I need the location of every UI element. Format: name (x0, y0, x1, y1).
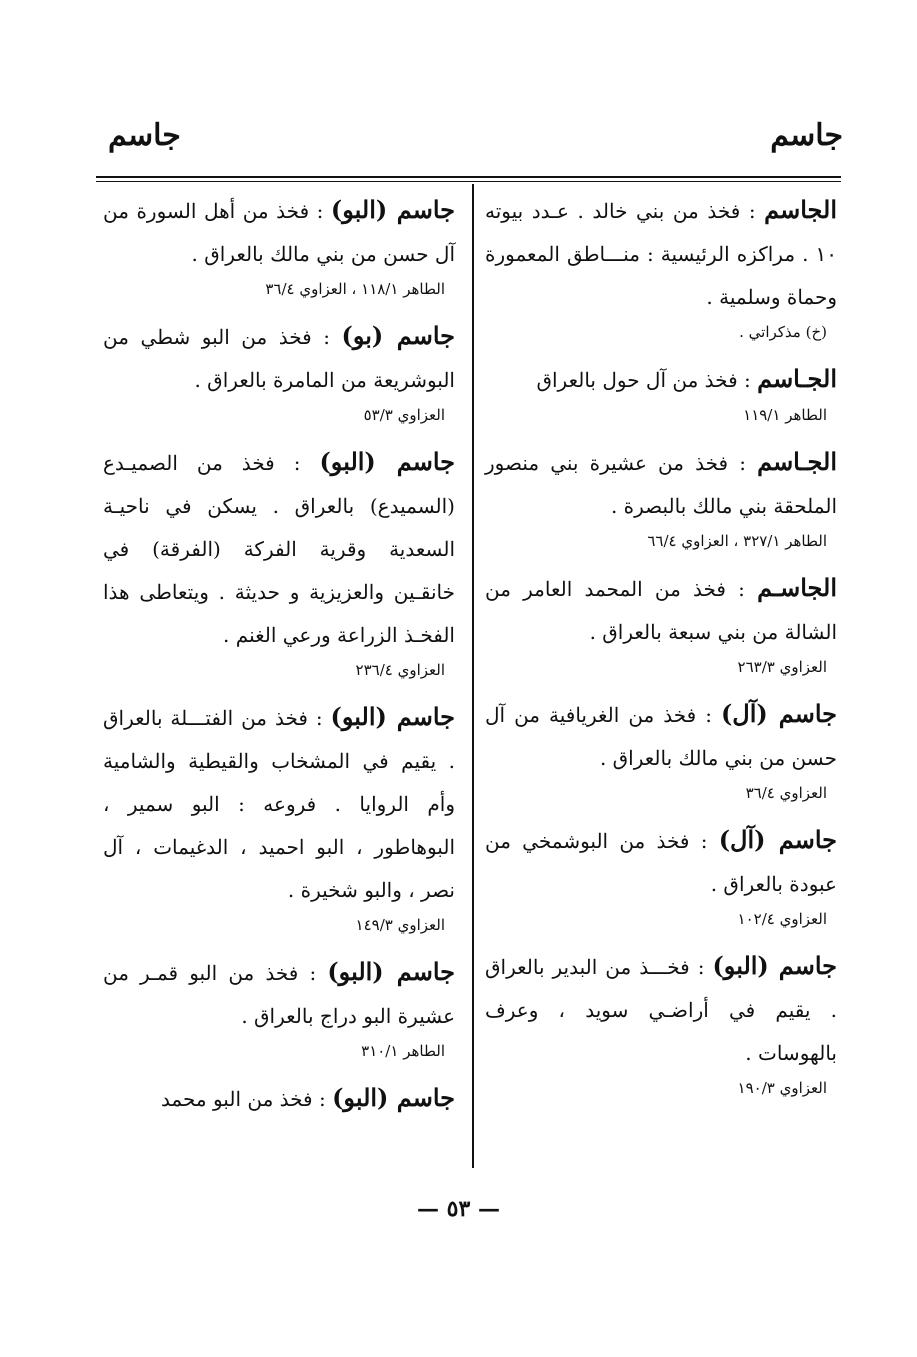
entry (485, 944, 837, 1101)
entry (103, 188, 455, 302)
entry-body (485, 188, 837, 319)
entry-headword: جاسم (البو) (712, 951, 837, 980)
entry-text: : فخذ من البوشمخي من عبودة بالعراق . (485, 829, 837, 896)
entry (485, 357, 837, 428)
entry-reference: العزاوي ١٤٩/٣ (355, 916, 445, 934)
entry-body (485, 944, 837, 1075)
running-head-right: جاسم (770, 118, 843, 153)
entry-text: : فخذ من الصميـدع (السميدع) بالعراق . يسكن في ناحيـة السعدية وقرية الفركة (الفرقة) في خانقـين والعزيزية و حديثة . ويتعاطى هذا الفخـذ الزراعة ورعي الغنم . (103, 451, 455, 647)
entry-reference: العزاوي ٢٣٦/٤ (355, 661, 445, 679)
entry-reference: الطاهر ٣١٠/١ (361, 1042, 445, 1060)
entry-text: : فخذ من البو قمـر من عشيرة البو دراج بالعراق . (103, 961, 455, 1028)
entry-reference: العزاوي ١٩٠/٣ (737, 1079, 827, 1097)
entry-body (485, 357, 837, 402)
entry-reference: العزاوي ٥٣/٣ (363, 406, 445, 424)
entry-headword: جاسم (البو) (332, 1083, 455, 1112)
entry-text: : فخذ من الغريافية من آل حسن من بني مالك بالعراق . (485, 703, 837, 770)
entry-body (103, 314, 455, 402)
entry-text: : فخذ من آل حول بالعراق (536, 368, 758, 392)
entry (103, 314, 455, 428)
entry-reference: (خ) مذكراتي . (739, 323, 827, 341)
entry-headword: جاسم (بو) (341, 321, 456, 350)
entry-headword: الجـاسم (757, 447, 837, 476)
column-divider (472, 184, 474, 1168)
entry (103, 440, 455, 683)
entry-headword: جاسم (البو) (330, 702, 456, 731)
entry-reference: الطاهر ١١٨/١ ، العزاوي ٣٦/٤ (265, 280, 445, 298)
entry-headword: الجـاسم (757, 364, 837, 393)
entry-text: : فخذ من المحمد العامر من الشالة من بني سبعة بالعراق . (485, 577, 837, 644)
entry-reference: العزاوي ٢٦٣/٣ (737, 658, 827, 676)
entry (485, 440, 837, 554)
entry-reference: العزاوي ١٠٢/٤ (737, 910, 827, 928)
entry (103, 1076, 455, 1121)
entry-text: : فخـــذ من البدير بالعراق . يقيم في أراضـي سويد ، وعرف بالهوسات . (485, 955, 837, 1065)
entry-text: : فخذ من عشيرة بني منصور الملحقة بني مالك بالبصرة . (485, 451, 837, 518)
entry-text: : فخذ من أهل السورة من آل حسن من بني مالك بالعراق . (103, 199, 455, 266)
header-rule (96, 176, 841, 178)
entry-headword: جاسم (البو) (319, 447, 455, 476)
running-head-left: جاسم (108, 118, 181, 153)
entry-reference: الطاهر ٣٢٧/١ ، العزاوي ٦٦/٤ (647, 532, 827, 550)
left-column (103, 188, 455, 1133)
entry-headword: جاسم (البو) (330, 195, 456, 224)
entry (485, 188, 837, 345)
page-number: — ٥٣ — (417, 1196, 500, 1222)
entry-reference: العزاوي ٣٦/٤ (745, 784, 827, 802)
entry-text: : فخذ من بني خالد . عـدد بيوته ١٠ . مراكزه الرئيسية : منـــاطق المعمورة وحماة وسلمية . (485, 199, 837, 309)
entry-headword: جاسم (البو) (327, 957, 456, 986)
entry (103, 950, 455, 1064)
entry-headword: جاسم (آل) (718, 825, 837, 854)
entry-body (485, 692, 837, 780)
entry-body (103, 440, 455, 657)
entry-body (103, 188, 455, 276)
entry-body (103, 1076, 455, 1121)
entry-text: : فخذ من البو شطي من البوشريعة من المامرة بالعراق . (103, 325, 455, 392)
right-column (485, 188, 837, 1113)
entry-body (485, 818, 837, 906)
entry-headword: الجاسـم (757, 573, 837, 602)
entry-body (103, 695, 455, 912)
entry (485, 692, 837, 806)
entry-reference: الطاهر ١١٩/١ (743, 406, 827, 424)
entry (103, 695, 455, 938)
entry-text: : فخذ من البو محمد (160, 1087, 333, 1111)
entry-body (103, 950, 455, 1038)
entry-headword: جاسم (آل) (720, 699, 837, 728)
entry (485, 818, 837, 932)
entry (485, 566, 837, 680)
header-rule-thin (96, 181, 841, 182)
entry-headword: الجاسم (764, 195, 837, 224)
entry-text: : فخذ من الفتـــلة بالعراق . يقيم في المشخاب والقيطية والشامية وأم الروايا . فروعه : البو سمير ، البوهاطور ، البو احميد ، الدغيمات ، آل نصر ، والبو شخيرة . (103, 706, 455, 902)
entry-body (485, 566, 837, 654)
entry-body (485, 440, 837, 528)
